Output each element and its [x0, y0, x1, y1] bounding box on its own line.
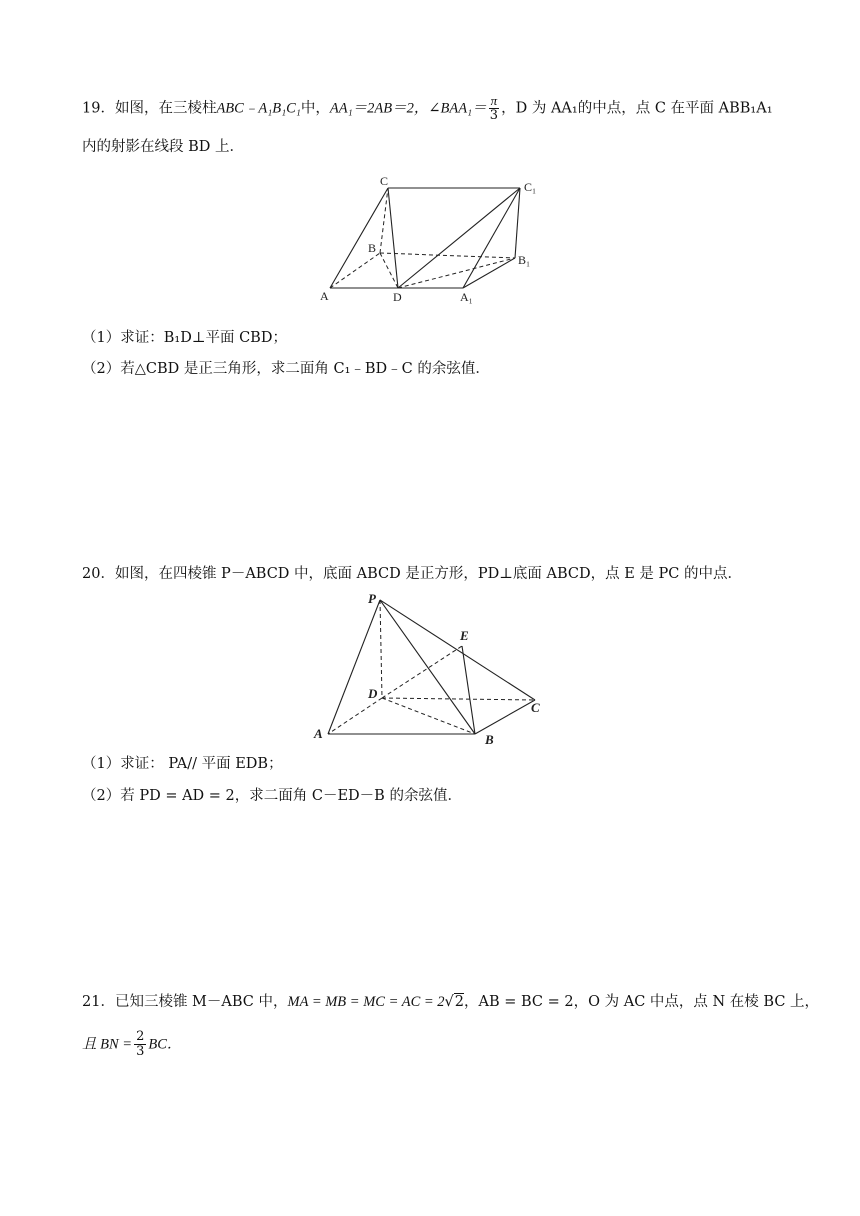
q21-line2-prefix: 且 BN =	[82, 1036, 133, 1053]
q20-label-P: P	[368, 591, 376, 606]
q21-line2-suffix: BC．	[148, 1036, 182, 1053]
q21-line1-suffix: ，AB = BC = 2，O 为 AC 中点，点 N 在棱 BC 上，	[464, 994, 820, 1010]
q19-prism-name: ABC﹣A₁B₁C₁	[216, 100, 301, 117]
q21-equal-lengths: MA = MB = MC = AC = 2	[287, 994, 445, 1010]
q19-line1	[82, 94, 773, 123]
q20-label-B: B	[485, 732, 494, 747]
q21-line1: 21．已知三棱锥 M－ABC 中，MA = MB = MC = AC = 2√2，AB = BC = 2，O 为 AC 中点，点 N 在棱 BC 上，	[82, 994, 820, 1010]
q19-part1: （1）求证：B₁D⊥平面 CBD；	[82, 330, 287, 346]
q19-angle-den: 3	[489, 108, 498, 123]
q19-angle-num: π	[490, 93, 498, 108]
q21-frac-num: 2	[136, 1029, 145, 1044]
q19-label-B: B	[368, 241, 377, 255]
q20-label-C: C	[531, 700, 540, 715]
q19-label-A: A	[320, 289, 329, 303]
q20-label-A: A	[314, 726, 323, 741]
q19-part2: （2）若△CBD 是正三角形，求二面角 C₁﹣BD﹣C 的余弦值．	[82, 361, 490, 377]
q20-part2: （2）若 PD = AD = 2，求二面角 C－ED－B 的余弦值．	[82, 788, 462, 804]
q19-label-A1: A₁	[460, 290, 473, 304]
q19-label-B1: B₁	[518, 253, 531, 267]
q20-line1: 20．如图，在四棱锥 P－ABCD 中，底面 ABCD 是正方形，PD⊥底面 ABCD，点 E 是 PC 的中点．	[82, 566, 742, 582]
q20-label-D: D	[368, 686, 378, 701]
q21-sqrt-radicand: 2	[454, 994, 465, 1010]
q20-label-E: E	[460, 628, 469, 643]
q19-label-C: C	[380, 176, 389, 188]
q21-line1-prefix: 21．已知三棱锥 M－ABC 中，	[82, 994, 288, 1010]
q21-frac-den: 3	[136, 1044, 145, 1059]
q19-line1-mid: 中，	[300, 100, 330, 117]
q19-line2: 内的射影在线段 BD 上．	[82, 139, 244, 155]
q19-prism-figure	[318, 176, 548, 306]
q19-angle-fraction	[489, 94, 500, 123]
q19-label-D: D	[393, 290, 402, 304]
q19-line1-suffix: ，D 为 AA₁的中点，点 C 在平面 ABB₁A₁	[501, 100, 773, 117]
q19-label-C1: C₁	[524, 180, 537, 194]
q19-line1-prefix: 19．如图，在三棱柱	[82, 100, 217, 117]
q19-condition: AA₁＝2AB＝2，∠BAA₁＝	[329, 100, 487, 117]
q21-fraction	[134, 1030, 146, 1059]
q20-pyramid-figure	[310, 588, 550, 748]
q21-line2	[82, 1030, 181, 1059]
q20-part1: （1）求证： PA// 平面 EDB；	[82, 756, 283, 772]
